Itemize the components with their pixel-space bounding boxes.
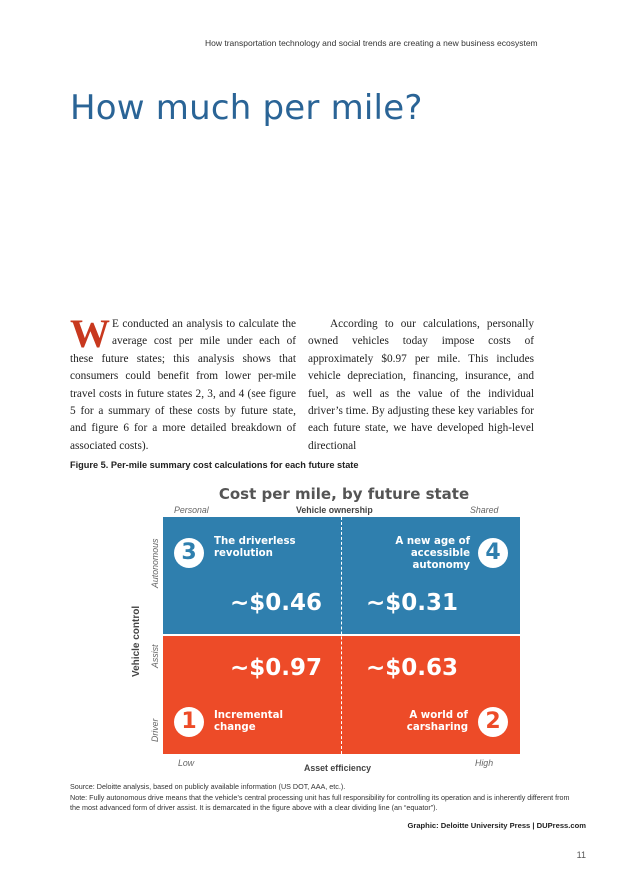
state-4-badge: 4 [478, 538, 508, 568]
page-title: How much per mile? [70, 88, 423, 128]
state-3-badge: 3 [174, 538, 204, 568]
y-axis-bottom-label: Driver [150, 718, 160, 742]
y-axis-middle-label: Assist [150, 644, 160, 668]
body-column-1-text: E conducted an analysis to calculate the average cost per mile under each of these future states; this analysis shows that consumers could benefit from lower per-mile travel costs in future states 2, 3, and 4 (see figure 5 for a summary of these costs by future state, and figure 6 for a more detailed breakdown of associated costs). [70, 318, 296, 452]
axis-top-left-label: Personal [174, 505, 209, 515]
axis-top-center-label: Vehicle ownership [296, 505, 373, 515]
state-1-badge: 1 [174, 707, 204, 737]
axis-bottom-right-label: High [475, 758, 494, 768]
state-2-cost: ~$0.63 [366, 655, 459, 681]
source-line: Source: Deloitte analysis, based on publicly available information (US DOT, AAA, etc.). [70, 782, 346, 791]
body-column-2-text: According to our calculations, personally owned vehicles today impose costs of approximately $0.97 per mile. This includes vehicle depreciation, financing, insurance, and fuel, as well as the value of the individual driver’s time. By adjusting these key variables for each future state, we have developed high-level directional [308, 318, 534, 452]
state-4-cost: ~$0.31 [366, 590, 459, 616]
page-number: 11 [576, 850, 586, 860]
state-2-label: A world of carsharing [406, 710, 468, 733]
body-column-1 [70, 311, 296, 455]
graphic-credit: Graphic: Deloitte University Press | DUPress.com [407, 821, 586, 830]
figure-caption: Figure 5. Per-mile summary cost calculations for each future state [70, 460, 359, 470]
ownership-divider [341, 517, 342, 754]
chart-title: Cost per mile, by future state [218, 485, 470, 503]
note-line: Note: Fully autonomous drive means that the vehicle’s central processing unit has full responsibility for controlling its operation and is inherently different from the most advanced form of driver assist. It is demarcated in the figure above with a clear dividing line (an “equator”). [70, 792, 570, 812]
axis-top-right-label: Shared [470, 505, 499, 515]
running-header: How transportation technology and social trends are creating a new business ecosystem [205, 38, 538, 48]
state-1-label: Incremental change [214, 710, 284, 733]
state-2-badge: 2 [478, 707, 508, 737]
source-note [70, 782, 570, 814]
state-4-label: A new age of accessible autonomy [395, 536, 470, 571]
y-axis-top-label: Autonomous [150, 538, 160, 588]
y-axis-label: Vehicle control [131, 605, 142, 677]
state-1-cost: ~$0.97 [230, 655, 323, 681]
axis-bottom-center-label: Asset efficiency [304, 763, 371, 773]
body-column-2 [308, 316, 534, 455]
state-3-cost: ~$0.46 [230, 590, 323, 616]
axis-bottom-left-label: Low [178, 758, 195, 768]
state-3-label: The driverless revolution [214, 536, 296, 559]
drop-cap: W [70, 311, 110, 356]
